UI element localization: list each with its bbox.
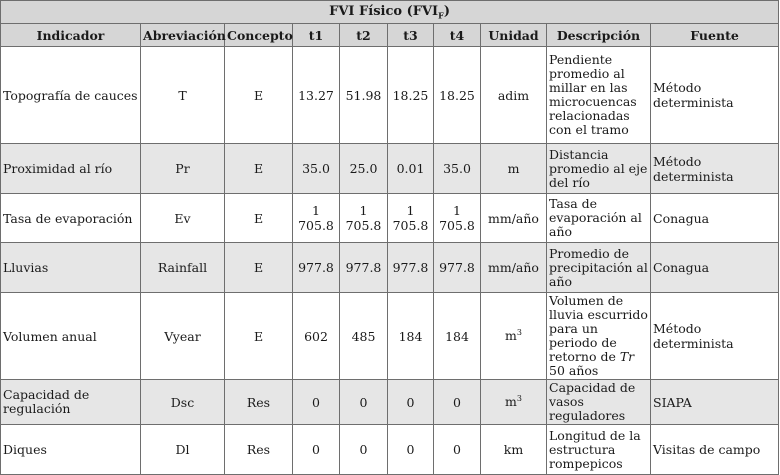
cell-t1: 602 [293, 293, 340, 380]
cell-t2: 25.0 [340, 144, 388, 194]
cell-concepto: E [225, 144, 293, 194]
cell-unidad: $m^3$ [481, 380, 547, 425]
cell-t1: 1 705.8 [293, 194, 340, 243]
cell-t3: 184 [388, 293, 434, 380]
cell-unidad: $m^3$ [481, 293, 547, 380]
col-header-concepto: Concepto [225, 24, 293, 47]
cell-concepto: E [225, 243, 293, 293]
cell-fuente: Método determinista [651, 293, 779, 380]
table-header-row [1, 24, 779, 47]
cell-t1: 0 [293, 380, 340, 425]
cell-indicador: Diques [1, 425, 141, 475]
cell-t3: 1 705.8 [388, 194, 434, 243]
table-title: FVI Físico $(FVI_F)$ [1, 1, 779, 24]
cell-t1: 977.8 [293, 243, 340, 293]
cell-indicador: Tasa de evaporación [1, 194, 141, 243]
cell-unidad: mm/año [481, 243, 547, 293]
cell-t3: 0 [388, 380, 434, 425]
cell-fuente: Visitas de campo [651, 425, 779, 475]
cell-t3: 977.8 [388, 243, 434, 293]
table-title-row [1, 1, 779, 24]
col-header-fuente: Fuente [651, 24, 779, 47]
cell-descripcion: Pendiente promedio al millar en las microcuencas relacionadas con el tramo [547, 47, 651, 144]
cell-t1: 35.0 [293, 144, 340, 194]
cell-t4: 35.0 [434, 144, 481, 194]
cell-t1: 0 [293, 425, 340, 475]
table-row [1, 243, 779, 293]
cell-fuente: Conagua [651, 243, 779, 293]
cell-concepto: E [225, 47, 293, 144]
cell-concepto: Res [225, 425, 293, 475]
table-row [1, 194, 779, 243]
cell-indicador: Lluvias [1, 243, 141, 293]
cell-indicador: Proximidad al río [1, 144, 141, 194]
cell-indicador: Volumen anual [1, 293, 141, 380]
cell-abreviacion: Dsc [141, 380, 225, 425]
cell-descripcion: Volumen de lluvia escurrido para un periodo de retorno de Tr 50 años [547, 293, 651, 380]
cell-t4: 0 [434, 380, 481, 425]
cell-t4: 184 [434, 293, 481, 380]
col-header-t4: t4 [434, 24, 481, 47]
cell-concepto: E [225, 293, 293, 380]
col-header-abreviacion: Abreviación [141, 24, 225, 47]
cell-unidad: adim [481, 47, 547, 144]
cell-t2: 0 [340, 380, 388, 425]
col-header-t1: t1 [293, 24, 340, 47]
cell-concepto: E [225, 194, 293, 243]
cell-t4: 18.25 [434, 47, 481, 144]
col-header-indicador: Indicador [1, 24, 141, 47]
cell-descripcion: Distancia promedio al eje del río [547, 144, 651, 194]
cell-t4: 977.8 [434, 243, 481, 293]
cell-t4: 1 705.8 [434, 194, 481, 243]
table-row [1, 47, 779, 144]
cell-abreviacion: Dl [141, 425, 225, 475]
cell-unidad: mm/año [481, 194, 547, 243]
cell-concepto: Res [225, 380, 293, 425]
cell-abreviacion: T [141, 47, 225, 144]
table-row [1, 144, 779, 194]
col-header-unidad: Unidad [481, 24, 547, 47]
table-row [1, 293, 779, 380]
cell-t3: 0.01 [388, 144, 434, 194]
cell-fuente: SIAPA [651, 380, 779, 425]
cell-indicador: Capacidad de regulación [1, 380, 141, 425]
cell-descripcion: Tasa de evaporación al año [547, 194, 651, 243]
cell-unidad: km [481, 425, 547, 475]
table-row [1, 380, 779, 425]
cell-t3: 18.25 [388, 47, 434, 144]
cell-abreviacion: Pr [141, 144, 225, 194]
cell-t4: 0 [434, 425, 481, 475]
cell-abreviacion: Ev [141, 194, 225, 243]
cell-descripcion: Longitud de la estructura rompepicos [547, 425, 651, 475]
cell-descripcion: Capacidad de vasos reguladores [547, 380, 651, 425]
cell-t2: 1 705.8 [340, 194, 388, 243]
col-header-t3: t3 [388, 24, 434, 47]
cell-fuente: Método determinista [651, 47, 779, 144]
cell-indicador: Topografía de cauces [1, 47, 141, 144]
cell-t2: 0 [340, 425, 388, 475]
cell-t2: 485 [340, 293, 388, 380]
cell-unidad: m [481, 144, 547, 194]
cell-abreviacion: Vyear [141, 293, 225, 380]
cell-descripcion: Promedio de precipitación al año [547, 243, 651, 293]
cell-abreviacion: Rainfall [141, 243, 225, 293]
cell-fuente: Conagua [651, 194, 779, 243]
cell-t1: 13.27 [293, 47, 340, 144]
col-header-descripcion: Descripción [547, 24, 651, 47]
cell-t2: 977.8 [340, 243, 388, 293]
col-header-t2: t2 [340, 24, 388, 47]
cell-t3: 0 [388, 425, 434, 475]
cell-t2: 51.98 [340, 47, 388, 144]
cell-fuente: Método determinista [651, 144, 779, 194]
table-row [1, 425, 779, 475]
